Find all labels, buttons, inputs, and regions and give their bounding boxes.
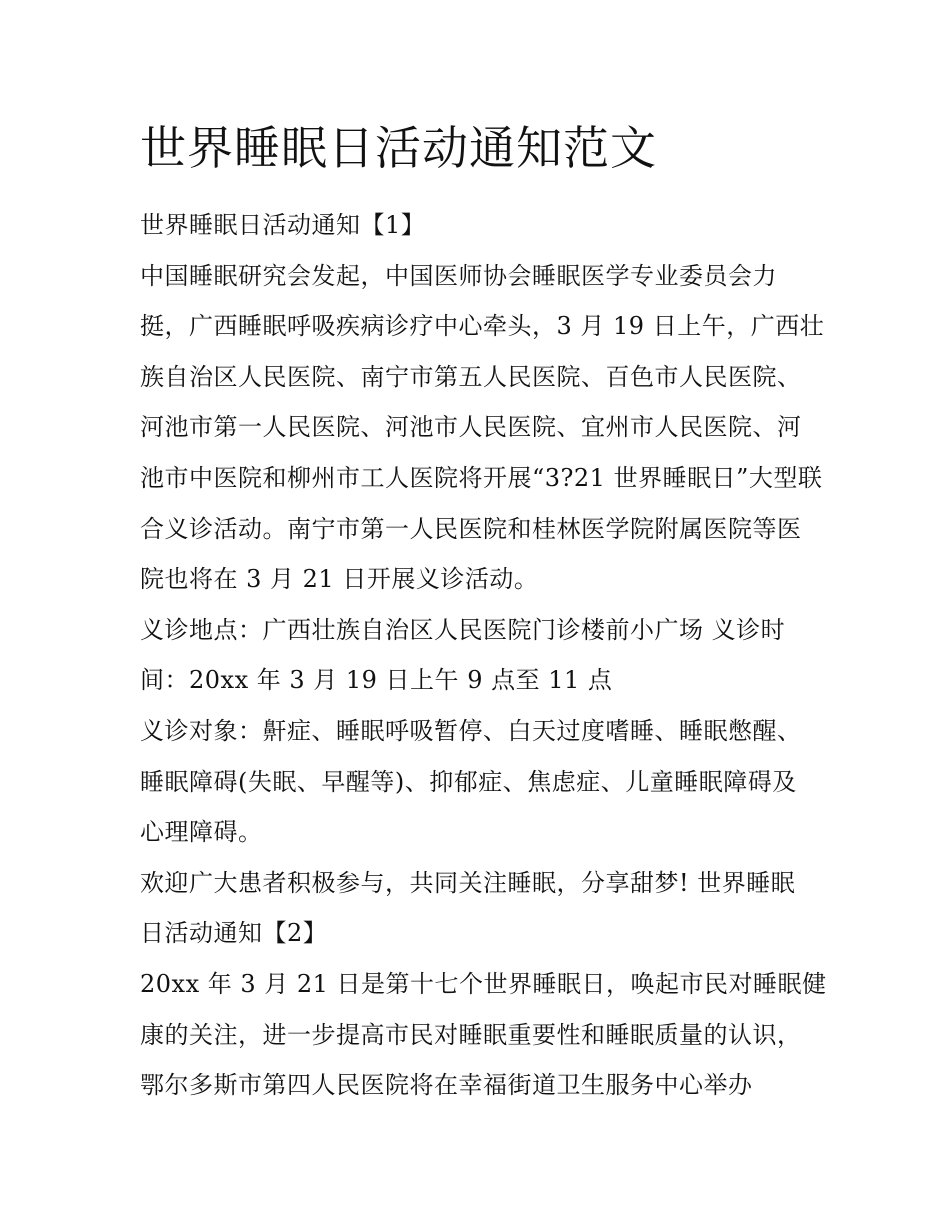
text-line: 欢迎广大患者积极参与，共同关注睡眠，分享甜梦! 世界睡眠 — [140, 868, 796, 897]
text-line: 20xx 年 3 月 21 日是第十七个世界睡眠日，唤起市民对睡眠健 — [140, 969, 827, 998]
text-line: 河池市第一人民医院、河池市人民医院、宜州市人民医院、河 — [140, 413, 802, 442]
text-line: 族自治区人民医院、南宁市第五人民医院、百色市人民医院、 — [140, 362, 802, 391]
text-line: 心理障碍。 — [140, 818, 263, 847]
text-line: 世界睡眠日活动通知【1】 — [140, 211, 426, 239]
text-line: 鄂尔多斯市第四人民医院将在幸福街道卫生服务中心举办 — [140, 1071, 753, 1100]
text-line: 挺，广西睡眠呼吸疾病诊疗中心牵头，3 月 19 日上午，广西壮 — [140, 312, 825, 341]
text-line: 中国睡眠研究会发起，中国医师协会睡眠医学专业委员会力 — [140, 261, 777, 290]
text-line: 义诊地点：广西壮族自治区人民医院门诊楼前小广场 义诊时 — [140, 615, 786, 644]
text-line: 院也将在 3 月 21 日开展义诊活动。 — [140, 565, 539, 594]
text-line: 义诊对象：鼾症、睡眠呼吸暂停、白天过度嗜睡、睡眠憋醒、 — [140, 716, 802, 745]
text-line: 日活动通知【2】 — [140, 919, 328, 948]
document-title: 世界睡眠日活动通知范文 — [140, 121, 657, 175]
text-line: 康的关注，进一步提高市民对睡眠重要性和睡眠质量的认识， — [140, 1020, 802, 1049]
text-line: 间：20xx 年 3 月 19 日上午 9 点至 11 点 — [140, 666, 613, 695]
text-line: 合义诊活动。南宁市第一人民医院和桂林医学院附属医院等医 — [140, 514, 802, 543]
text-line: 睡眠障碍(失眠、早醒等)、抑郁症、焦虑症、儿童睡眠障碍及 — [140, 767, 797, 796]
document-body — [140, 118, 827, 1111]
text-line: 池市中医院和柳州市工人医院将开展“3?21 世界睡眠日”大型联 — [140, 463, 823, 492]
